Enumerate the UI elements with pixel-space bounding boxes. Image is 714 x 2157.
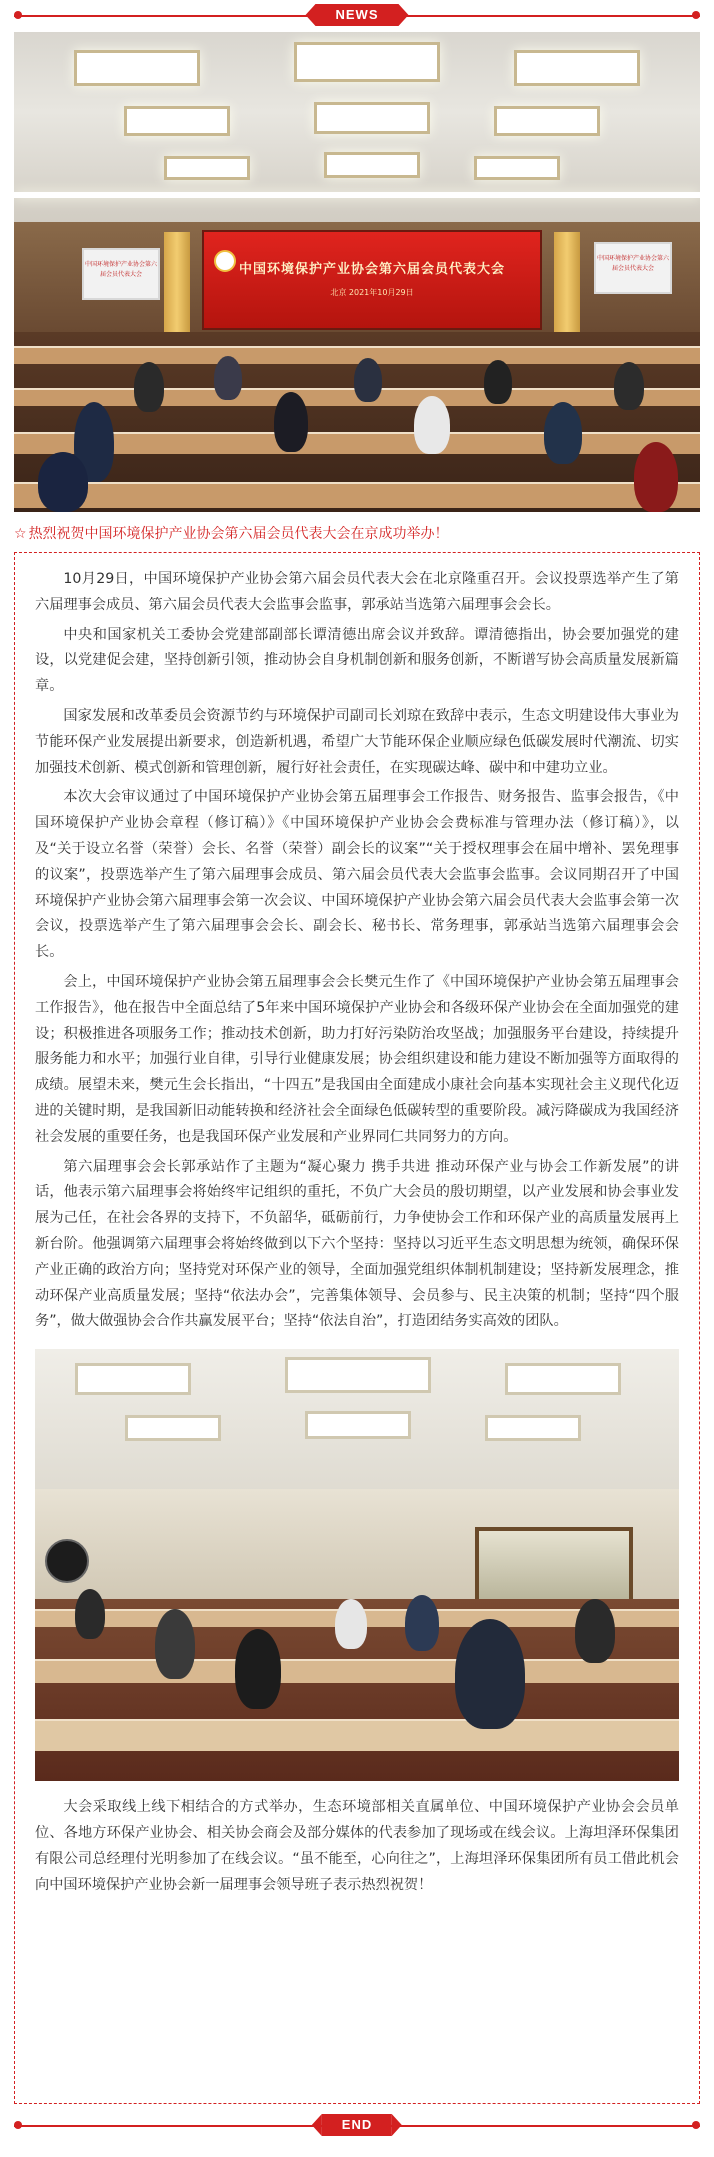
photo2-ceiling xyxy=(35,1349,679,1499)
header-dot-right xyxy=(692,11,700,19)
landscape-painting xyxy=(475,1527,633,1605)
article-body xyxy=(14,552,700,2104)
article-paragraph: 会上，中国环境保护产业协会第五届理事会会长樊元生作了《中国环境保护产业协会第五届理事会工作报告》，他在报告中全面总结了5年来中国环境保护产业协会和各级环保产业协会在全面加强党的建设；积极推进各项服务工作；推动技术创新，助力打好污染防治攻坚战；加强服务平台建设，持续提升服务能力和水平；加强行业自律，引导行业健康发展；协会组织建设和能力建设不断加强等方面取得的成绩。展望未来，樊元生会长指出，“十四五”是我国由全面建成小康社会向基本实现社会主义现代化迈进的关键时期，是我国新旧动能转换和经济社会全面绿色低碳转型的重要阶段。减污降碳成为我国经济社会发展的重要任务，也是我国环保产业发展和产业界同仁共同努力的方向。 xyxy=(35,973,679,1145)
photo1-ceiling xyxy=(14,32,700,232)
photo2-floor xyxy=(35,1599,679,1781)
photo-caption xyxy=(14,522,700,546)
curtain-right xyxy=(554,232,580,342)
news-badge: NEWS xyxy=(316,4,399,26)
article-closing-paragraph: 大会采取线上线下相结合的方式举办，生态环境部相关直属单位、中国环境保护产业协会会员单位、各地方环保产业协会、相关协会商会及部分媒体的代表参加了现场或在线会议。上海坦泽环保集团有限公司总经理付光明参加了在线会议。“虽不能至，心向往之”，上海坦泽环保集团所有员工借此机会向中国环境保护产业协会新一届理事会领导班子表示热烈祝贺！ xyxy=(35,1799,679,1893)
article-paragraph: 中央和国家机关工委协会党建部副部长谭清德出席会议并致辞。谭清德指出，协会要加强党的建设，以党建促会建，坚持创新引领，推动协会自身机制创新和服务创新，不断谱写协会高质量发展新篇章。 xyxy=(35,626,679,695)
stage-screen-title: 中国环境保护产业协会第六届会员代表大会 xyxy=(238,262,505,277)
end-badge: END xyxy=(322,2114,392,2136)
side-screen-right: 中国环境保护产业协会第六届会员代表大会 xyxy=(594,242,672,294)
article-paragraph: 国家发展和改革委员会资源节约与环境保护司副司长刘琼在致辞中表示，生态文明建设伟大事业为节能环保产业发展提出新要求，创造新机遇，希望广大节能环保企业顺应绿色低碳发展时代潮流、切实加强技术创新、模式创新和管理创新，履行好社会责任，在实现碳达峰、碳中和中建功立业。 xyxy=(35,707,679,776)
article-paragraph: 本次大会审议通过了中国环境保护产业协会第五届理事会工作报告、财务报告、监事会报告，《中国环境保护产业协会章程（修订稿）》《中国环境保护产业协会会费标准与管理办法（修订稿）》，以及“关于设立名誉（荣誉）会长、名誉（荣誉）副会长的议案”“关于授权理事会在届中增补、罢免理事的议案”，投票选举产生了第六届理事会成员、第六届会员代表大会监事会监事。会议同期召开了中国环境保护产业协会第六届理事会第一次会议、中国环境保护产业协会第六届会员代表大会监事会第一次会议，投票选举产生了第六届理事会会长、副会长、秘书长、常务理事，郭承站当选第六届理事会会长。 xyxy=(35,789,679,961)
star-icon: ☆ xyxy=(14,526,27,542)
end-footer xyxy=(14,2110,700,2142)
footer-dot-left xyxy=(14,2121,22,2129)
caption-text: 热烈祝贺中国环境保护产业协会第六届会员代表大会在京成功举办！ xyxy=(28,526,449,542)
header-dot-left xyxy=(14,11,22,19)
photo1-audience xyxy=(14,332,700,512)
side-screen-left: 中国环境保护产业协会第六届会员代表大会 xyxy=(82,248,160,300)
association-emblem-icon xyxy=(214,250,236,272)
conference-photo-1 xyxy=(14,32,700,512)
curtain-left xyxy=(164,232,190,342)
stage-screen-subtitle: 北京 2021年10月29日 xyxy=(330,288,414,297)
stage-screen xyxy=(202,230,542,330)
news-header xyxy=(14,0,700,32)
footer-dot-right xyxy=(692,2121,700,2129)
conference-photo-2 xyxy=(35,1349,679,1781)
article-paragraph: 10月29日，中国环境保护产业协会第六届会员代表大会在北京隆重召开。会议投票选举产生了第六届理事会成员、第六届会员代表大会监事会监事，郭承站当选第六届理事会会长。 xyxy=(35,571,679,613)
article-paragraph: 第六届理事会会长郭承站作了主题为“凝心聚力 携手共进 推动环保产业与协会工作新发展”的讲话，他表示第六届理事会将始终牢记组织的重托，不负广大会员的殷切期望，以产业发展和协会事业发展为己任，在社会各界的支持下，不负韶华，砥砺前行，力争使协会工作和环保产业的高质量发展再上新台阶。他强调第六届理事会将始终做到以下六个坚持：坚持以习近平生态文明思想为统领，确保环保产业正确的政治方向；坚持党对环保产业的领导，全面加强党组织体制机制建设；坚持新发展理念，推动环保产业高质量发展；坚持“依法办会”，完善集体领导、会员参与、民主决策的机制；坚持“四个服务”，做大做强协会合作共赢发展平台；坚持“依法自治”，打造团结务实高效的团队。 xyxy=(35,1158,679,1330)
wall-emblem-icon xyxy=(45,1539,89,1583)
